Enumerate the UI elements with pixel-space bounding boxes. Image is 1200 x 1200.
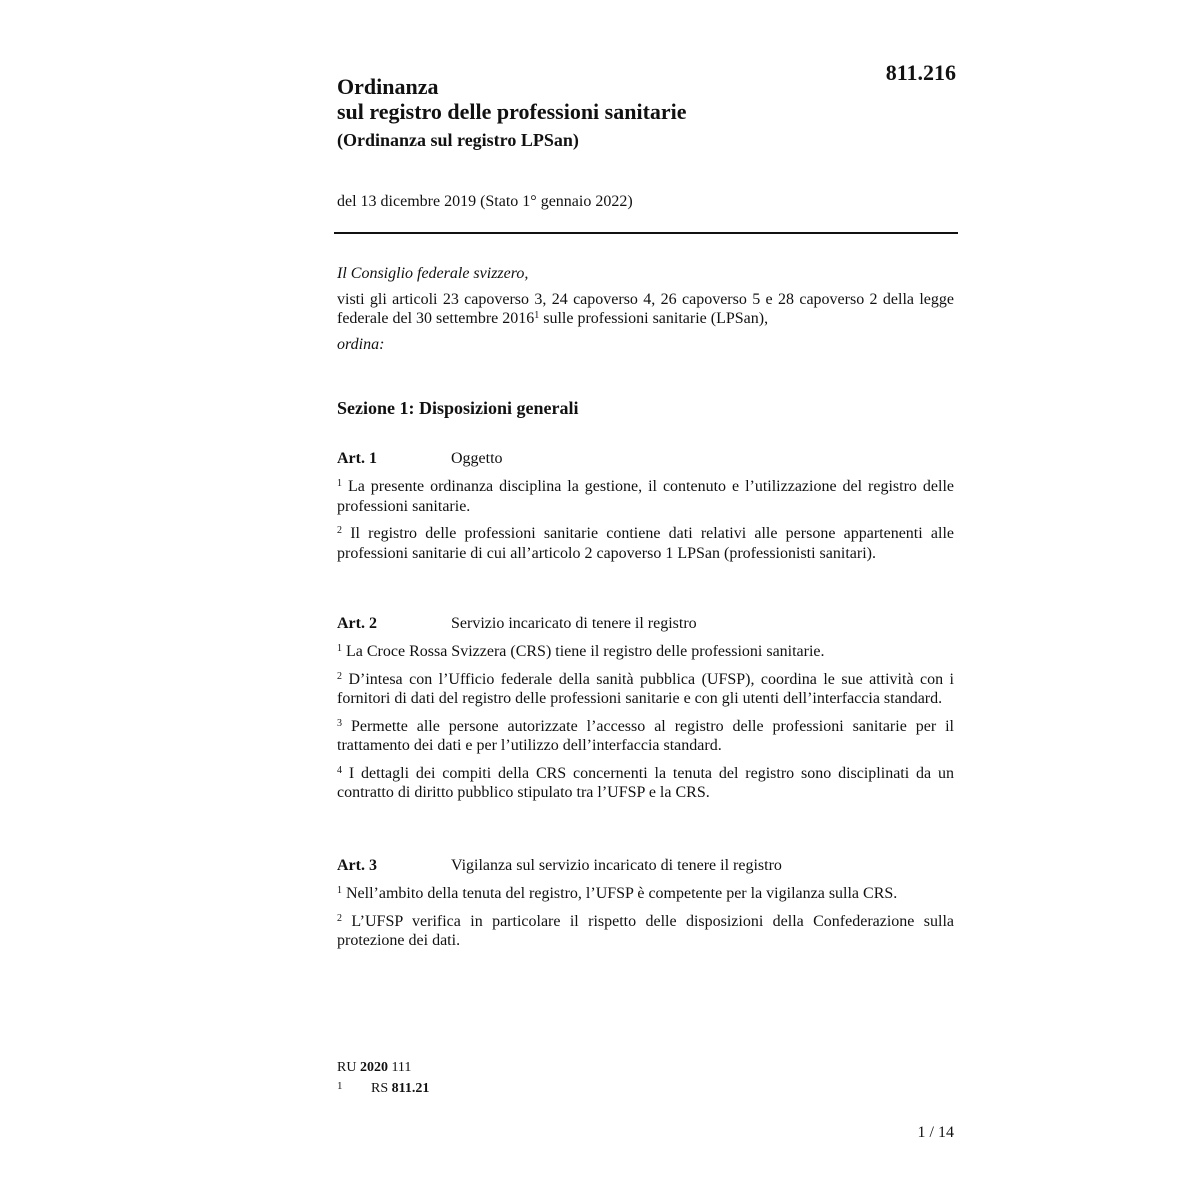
article-3: [337, 856, 954, 959]
title-block: [337, 74, 857, 151]
article-number: Art. 2: [337, 615, 377, 632]
paragraph-number: 1: [337, 643, 342, 654]
article-1: [337, 449, 954, 571]
article-heading: [337, 856, 954, 876]
article-heading: [337, 449, 954, 469]
article-paragraph: [337, 642, 954, 662]
article-2: [337, 614, 954, 811]
document-short-title: (Ordinanza sul registro LPSan): [337, 130, 579, 150]
paragraph-text: D’intesa con l’Ufficio federale della sanità pubblica (UFSP), coordina le sue attività con i fornitori di dati del registro delle professioni sanitarie e con gli utenti dell’interfaccia standard.: [337, 670, 954, 707]
preamble-basis-part-1: visti gli articoli 23 capoverso 3, 24 capoverso 4, 26 capoverso 5 e 28 capoverso 2 della legge federale del 30 settembre 2016: [337, 290, 954, 327]
document-title-line-2: sul registro delle professioni sanitarie: [337, 99, 687, 124]
paragraph-number: 3: [337, 717, 342, 729]
article-heading: [337, 614, 954, 634]
paragraph-number: 1: [337, 885, 342, 896]
ru-prefix: RU: [337, 1060, 360, 1075]
footnote-prefix: RS: [371, 1081, 392, 1096]
ru-reference: [337, 1058, 429, 1077]
paragraph-text: Il registro delle professioni sanitarie contiene dati relativi alle persone appartenenti alle professioni sanitarie di cui all’articolo 2 capoverso 1 LPSan (professionisti sanitari).: [337, 525, 954, 562]
preamble-ordina: ordina:: [337, 335, 385, 353]
paragraph-text: La Croce Rossa Svizzera (CRS) tiene il registro delle professioni sanitarie.: [342, 643, 825, 660]
article-paragraph: [337, 670, 954, 709]
paragraph-text: Permette alle persone autorizzate l’accesso al registro delle professioni sanitarie per il trattamento dei dati e per l’utilizzo dell’interfaccia standard.: [337, 717, 954, 754]
article-number: Art. 3: [337, 857, 377, 874]
paragraph-number: 4: [337, 764, 342, 776]
paragraph-number: 2: [337, 912, 342, 924]
paragraph-number: 2: [337, 670, 342, 682]
ru-year: 2020: [359, 1060, 388, 1075]
article-paragraph: [337, 477, 954, 516]
document-date: del 13 dicembre 2019 (Stato 1° gennaio 2022): [337, 193, 633, 210]
paragraph-number: 2: [337, 525, 342, 536]
preamble-basis-part-2: sulle professioni sanitarie (LPSan),: [539, 310, 769, 327]
section-title: Sezione 1: Disposizioni generali: [337, 398, 579, 418]
header-divider: [334, 232, 958, 234]
paragraph-text: La presente ordinanza disciplina la gestione, il contenuto e l’utilizzazione del registro delle professioni sanitarie.: [337, 478, 954, 515]
article-paragraph: [337, 912, 954, 951]
footnote-reference[interactable]: 1: [534, 310, 540, 321]
article-paragraph: [337, 524, 954, 563]
footnote-reference-link[interactable]: 811.21: [391, 1081, 430, 1096]
article-title: Vigilanza sul servizio incaricato di tenere il registro: [451, 857, 782, 874]
preamble: [337, 264, 954, 354]
sr-number: 811.216: [885, 60, 956, 85]
article-number: Art. 1: [337, 450, 377, 467]
article-paragraph: [337, 764, 954, 803]
article-title: Oggetto: [451, 450, 503, 467]
document-title-line-1: Ordinanza: [337, 74, 439, 99]
footnotes: [337, 1058, 429, 1098]
footnote-number: 1: [337, 1080, 343, 1092]
preamble-council: Il Consiglio federale svizzero,: [337, 265, 529, 282]
article-paragraph: [337, 884, 954, 904]
ru-page: 111: [387, 1060, 412, 1075]
preamble-legal-basis: [337, 290, 954, 329]
paragraph-text: L’UFSP verifica in particolare il rispetto delle disposizioni della Confederazione sulla protezione dei dati.: [337, 912, 954, 949]
paragraph-text: Nell’ambito della tenuta del registro, l’UFSP è competente per la vigilanza sulla CRS.: [342, 885, 898, 902]
article-paragraph: [337, 717, 954, 756]
paragraph-number: 1: [337, 478, 342, 489]
page-number: 1 / 14: [917, 1124, 954, 1141]
paragraph-text: I dettagli dei compiti della CRS concernenti la tenuta del registro sono disciplinati da un contratto di diritto pubblico stipulato tra l’UFSP e la CRS.: [337, 764, 954, 801]
article-title: Servizio incaricato di tenere il registro: [451, 615, 697, 632]
footnote-1: [337, 1077, 429, 1098]
